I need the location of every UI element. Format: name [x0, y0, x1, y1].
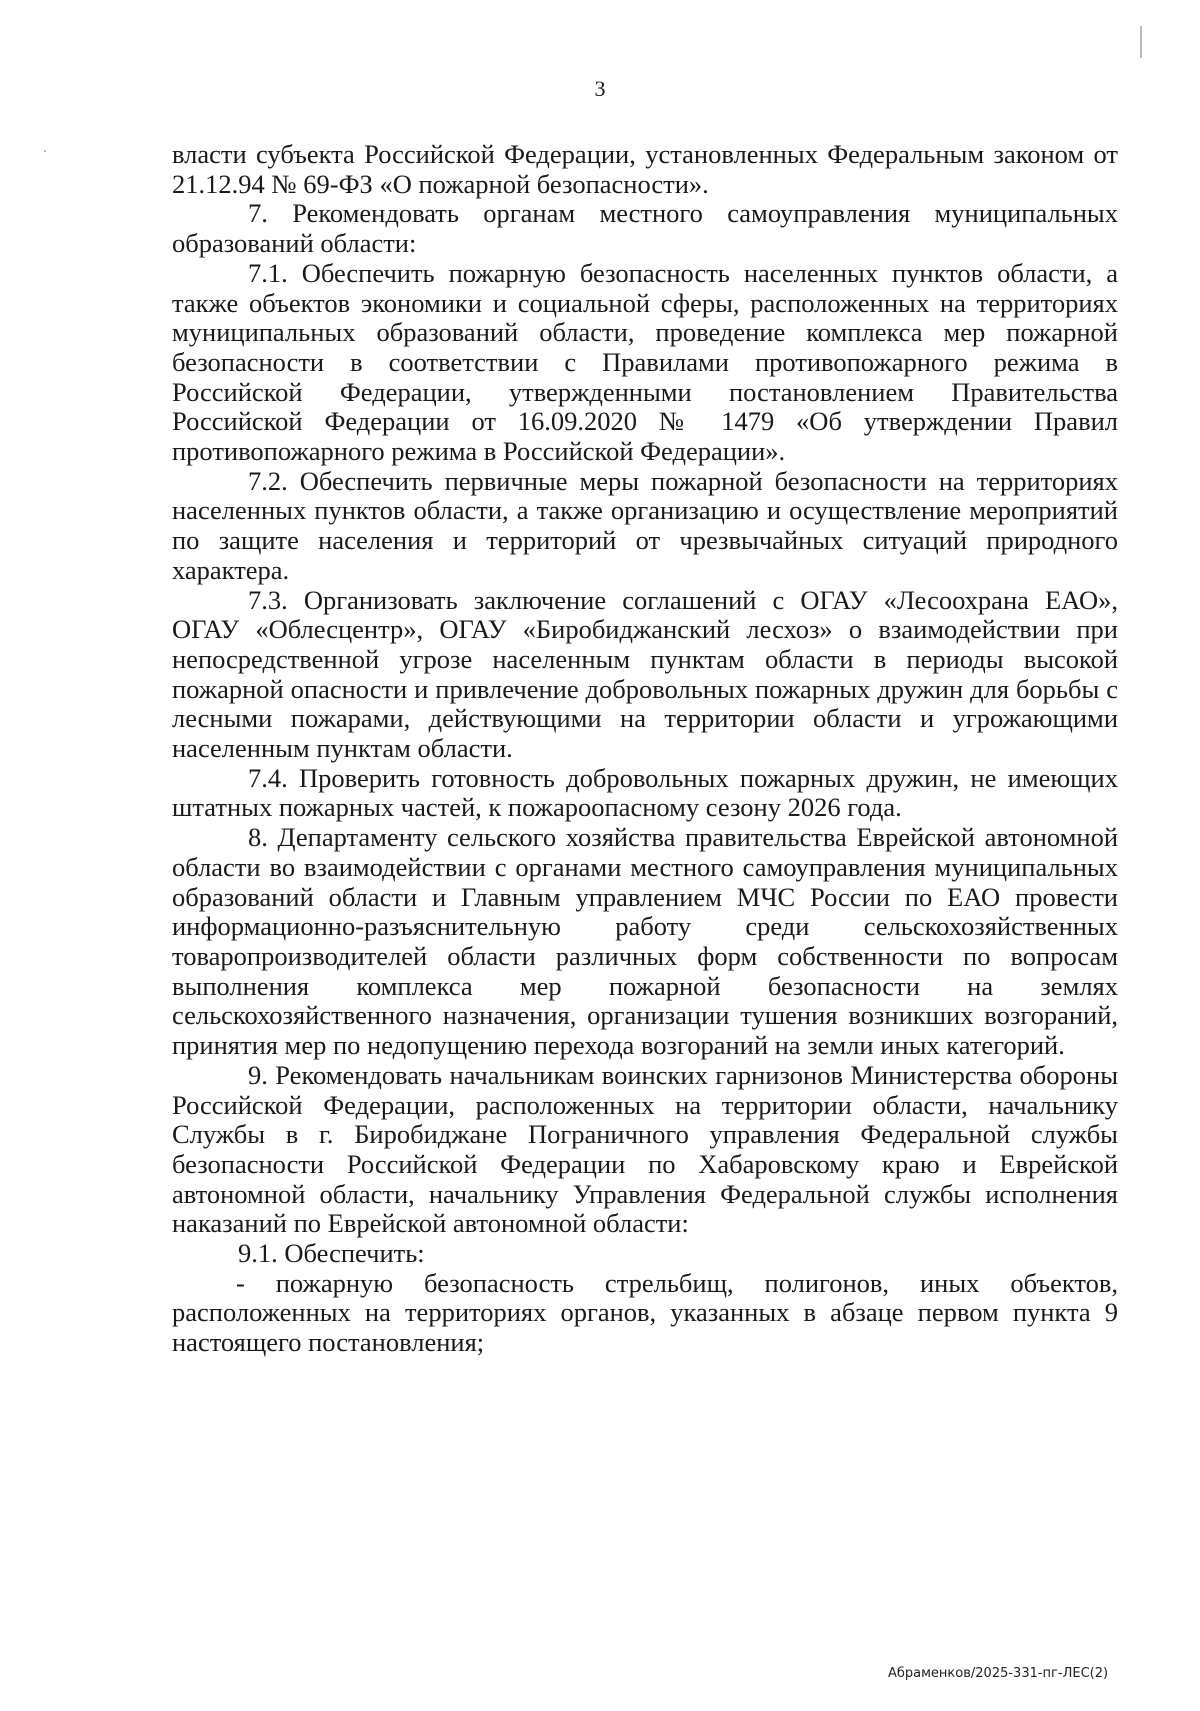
- paragraph-item-9: 9. Рекомендовать начальникам воинских гарнизонов Министерства обороны Российской Федерации, расположенных на территории области, начальнику Службы в г. Биробиджане Пограничного управления Федеральной службы безопасности Российской Федерации по Хабаровскому краю и Еврейской автономной области, начальнику Управления Федеральной службы исполнения наказаний по Еврейской автономной области:: [172, 1059, 1118, 1239]
- document-registration-code: Абраменков/2025-331-пг-ЛЕС(2): [888, 1666, 1109, 1681]
- paragraph-item-9-1-bullet: - пожарную безопасность стрельбищ, полигонов, иных объектов, расположенных на территориях органов, указанных в абзаце первом пункта 9 настоящего постановления;: [172, 1267, 1118, 1358]
- paragraph-continuation: власти субъекта Российской Федерации, установленных Федеральным законом от 21.12.94 № 69-ФЗ «О пожарной безопасности».: [172, 139, 1118, 199]
- document-body: [172, 140, 1118, 1358]
- paragraph-item-7-1: 7.1. Обеспечить пожарную безопасность населенных пунктов области, а также объектов экономики и социальной сферы, расположенных на территориях муниципальных образований области, проведение комплекса мер пожарной безопасности в соответствии с Правилами противопожарного режима в Российской Федерации, утвержденными постановлением Правительства Российской Федерации от 16.09.2020 № 1479 «Об утверждении Правил противопожарного режима в Российской Федерации».: [172, 257, 1118, 467]
- scan-artifact-dot: [44, 150, 46, 152]
- paragraph-item-7: 7. Рекомендовать органам местного самоуправления муниципальных образований области:: [172, 198, 1118, 259]
- page-number: 3: [594, 76, 606, 101]
- scan-artifact-line: [1140, 26, 1142, 58]
- paragraph-item-8: 8. Департаменту сельского хозяйства правительства Еврейской автономной области во взаимодействии с органами местного самоуправления муниципальных образований области и Главным управлением МЧС России по ЕАО провести информационно-разъяснительную работу среди сельскохозяйственных товаропроизводителей области различных форм собственности по вопросам выполнения комплекса мер пожарной безопасности на землях сельскохозяйственного назначения, организации тушения возникших возгораний, принятия мер по недопущению перехода возгораний на земли иных категорий.: [172, 822, 1118, 1061]
- paragraph-item-7-2: 7.2. Обеспечить первичные меры пожарной безопасности на территориях населенных пунктов области, а также организацию и осуществление мероприятий по защите населения и территорий от чрезвычайных ситуаций природного характера.: [172, 465, 1118, 585]
- paragraph-item-9-1: 9.1. Обеспечить:: [238, 1238, 425, 1269]
- paragraph-item-7-3: 7.3. Организовать заключение соглашений с ОГАУ «Лесоохрана ЕАО», ОГАУ «Облесцентр», ОГАУ «Биробиджанский лесхоз» о взаимодействии при непосредственной угрозе населенным пунктам области в периоды высокой пожарной опасности и привлечение добровольных пожарных дружин для борьбы с лесными пожарами, действующими на территории области и угрожающими населенным пунктам области.: [172, 584, 1118, 764]
- paragraph-item-7-4: 7.4. Проверить готовность добровольных пожарных дружин, не имеющих штатных пожарных частей, к пожароопасному сезону 2026 года.: [172, 762, 1118, 823]
